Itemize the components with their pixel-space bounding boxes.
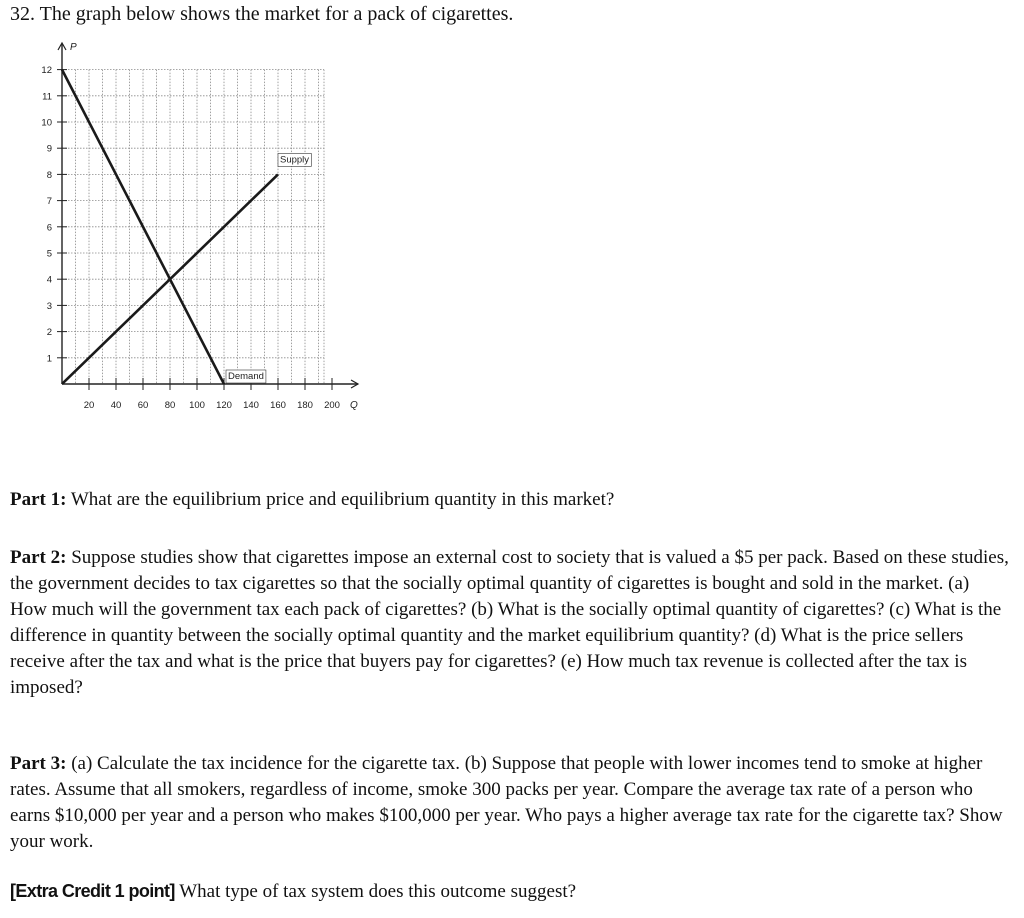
y-tick-label: 10 (41, 117, 52, 129)
part-1-label: Part 1: (10, 489, 67, 510)
x-tick-label: 100 (189, 400, 205, 411)
y-axis-label: P (70, 42, 77, 53)
extra-credit (10, 878, 1010, 905)
x-tick-label: 200 (324, 400, 340, 411)
chart-grid (62, 70, 324, 384)
extra-credit-label: [Extra Credit 1 point] (10, 881, 175, 901)
y-tick-label: 3 (46, 300, 52, 312)
y-tick-label: 5 (46, 248, 52, 260)
part-3-label: Part 3: (10, 753, 67, 774)
y-tick-label: 7 (46, 196, 52, 208)
y-tick-label: 4 (46, 274, 52, 286)
y-tick-label: 9 (46, 143, 52, 155)
y-tick-label: 1 (46, 353, 52, 365)
supply-demand-chart (0, 0, 420, 430)
part-1 (10, 487, 1010, 513)
x-tick-label: 140 (243, 400, 259, 411)
part-3 (10, 751, 1010, 855)
x-tick-label: 20 (83, 400, 95, 411)
y-tick-label: 11 (42, 91, 52, 103)
y-tick-label: 6 (46, 222, 52, 234)
x-tick-label: 120 (216, 400, 232, 411)
x-tick-label: 60 (137, 400, 149, 411)
y-tick-label: 2 (46, 327, 52, 339)
part-1-text: What are the equilibrium price and equilibrium quantity in this market? (66, 489, 615, 510)
y-tick-label: 12 (41, 65, 52, 77)
extra-credit-text: What type of tax system does this outcome suggest? (174, 881, 577, 902)
x-tick-label: 180 (297, 400, 313, 411)
part-2-label: Part 2: (10, 547, 67, 568)
x-tick-label: 160 (270, 400, 286, 411)
x-tick-label: 40 (110, 400, 122, 411)
y-tick-label: 8 (46, 169, 52, 181)
part-2-text: Suppose studies show that cigarettes impose an external cost to society that is valued a $5 per pack. Based on these studies, the government decides to tax cigarettes so that the socially optimal quantity of cigarettes is bought and sold in the market. (a) How much will the government tax each pack of cigarettes? (b) What is the socially optimal quantity of cigarettes? (c) What is the difference in quantity between the socially optimal quantity and the market equilibrium quantity? (d) What is the price sellers receive after the tax and what is the price that buyers pay for cigarettes? (e) How much tax revenue is collected after the tax is imposed? (10, 547, 1009, 698)
part-2 (10, 545, 1010, 701)
supply-label: Supply (280, 154, 310, 166)
x-tick-label: 80 (164, 400, 176, 411)
demand-label: Demand (228, 371, 264, 382)
question-title: 32. The graph below shows the market for a pack of cigarettes. (10, 3, 514, 25)
x-axis-label: Q (350, 400, 358, 411)
part-3-text: (a) Calculate the tax incidence for the cigarette tax. (b) Suppose that people with lower incomes tend to smoke at higher rates. Assume that all smokers, regardless of income, smoke 300 packs per year. Compare the average tax rate of a person who earns $10,000 per year and a person who makes $100,000 per year. Who pays a higher average tax rate for the cigarette tax? Show your work. (10, 753, 1003, 852)
